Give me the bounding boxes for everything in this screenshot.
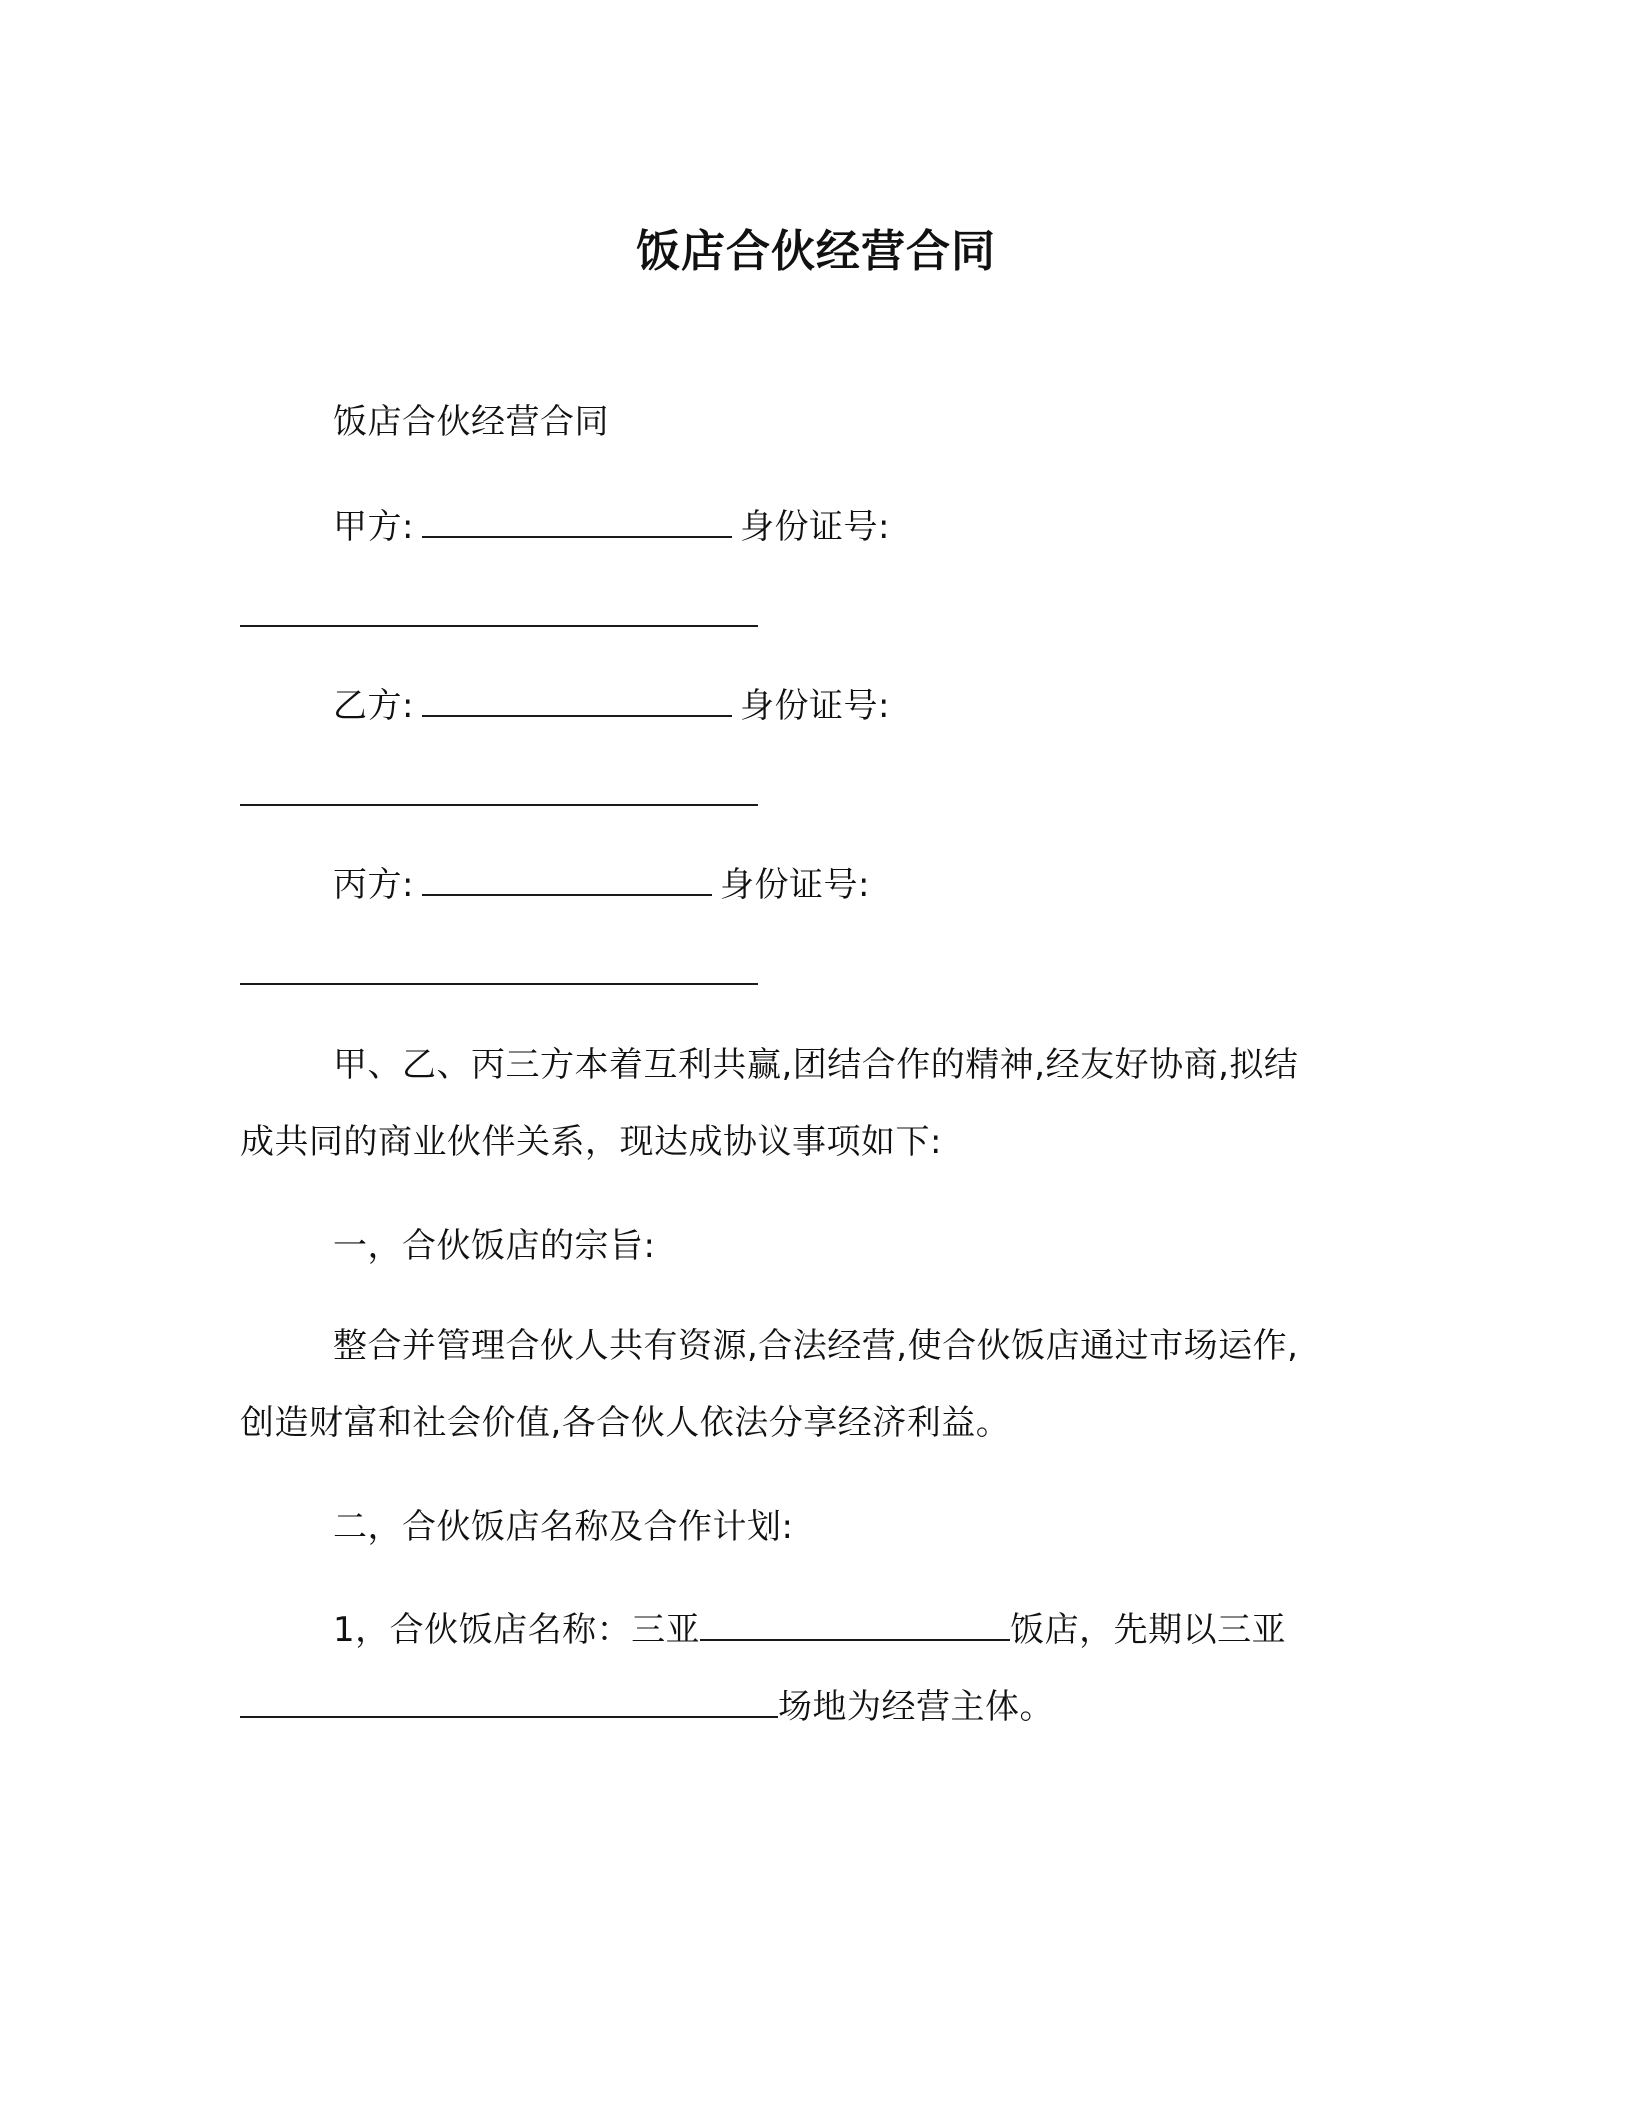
preamble-line-1: 甲、乙、丙三方本着互利共赢,团结合作的精神,经友好协商,拟结 xyxy=(333,1045,1299,1085)
party-a-id-blank[interactable] xyxy=(240,625,758,627)
item-1-middle: 饭店，先期以三亚 xyxy=(1010,1610,1287,1650)
party-c-label: 丙方: xyxy=(333,865,414,905)
party-c-id-label: 身份证号: xyxy=(719,865,870,905)
item-1-line-2 xyxy=(240,1683,1054,1731)
section-1-heading: 一，合伙饭店的宗旨: xyxy=(333,1226,656,1266)
item-1-line-1 xyxy=(333,1606,1286,1654)
party-c-id-blank[interactable] xyxy=(240,983,758,985)
party-b-id-label: 身份证号: xyxy=(739,686,890,726)
party-a-name-blank[interactable] xyxy=(422,506,732,538)
section-1-line-1: 整合并管理合伙人共有资源,合法经营,使合伙饭店通过市场运作, xyxy=(333,1326,1299,1366)
party-a-label: 甲方: xyxy=(333,507,414,547)
party-b-line xyxy=(333,682,890,730)
document-subtitle: 饭店合伙经营合同 xyxy=(333,402,609,442)
venue-blank[interactable] xyxy=(240,1686,778,1718)
party-b-id-blank[interactable] xyxy=(240,804,758,806)
party-b-label: 乙方: xyxy=(333,686,414,726)
item-1-suffix: 场地为经营主体。 xyxy=(778,1687,1054,1727)
party-a-id-label: 身份证号: xyxy=(739,507,890,547)
document-title: 饭店合伙经营合同 xyxy=(636,226,996,277)
item-1-prefix: 1，合伙饭店名称：三亚 xyxy=(333,1610,701,1650)
party-b-name-blank[interactable] xyxy=(422,685,732,717)
party-a-line xyxy=(333,503,890,551)
party-c-line xyxy=(333,861,870,909)
party-c-name-blank[interactable] xyxy=(422,864,712,896)
section-1-line-2: 创造财富和社会价值,各合伙人依法分享经济利益。 xyxy=(240,1403,1011,1443)
restaurant-name-blank[interactable] xyxy=(700,1609,1010,1641)
preamble-line-2: 成共同的商业伙伴关系，现达成协议事项如下: xyxy=(240,1122,942,1162)
section-2-heading: 二，合伙饭店名称及合作计划: xyxy=(333,1507,794,1547)
